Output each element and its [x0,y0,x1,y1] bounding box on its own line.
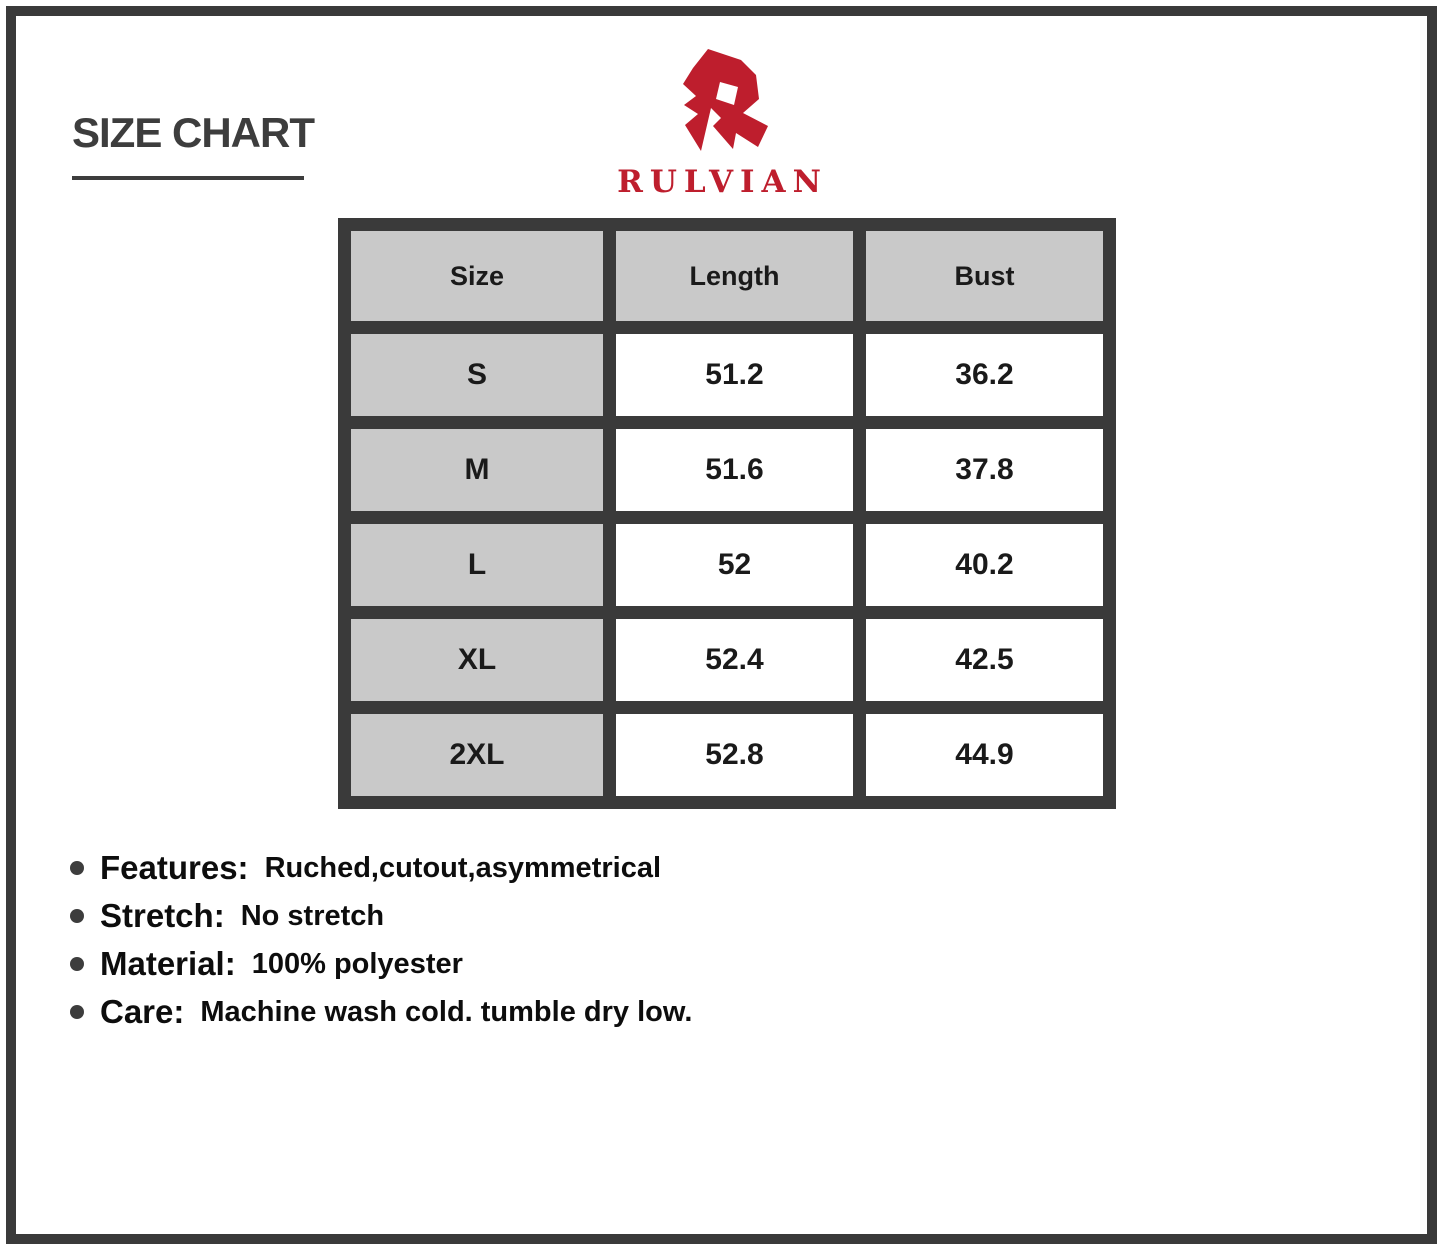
page-title: SIZE CHART [72,109,314,156]
table-row-m-length: 51.6 [616,429,853,511]
detail-label: Material: [100,945,236,982]
table-row-m-bust: 37.8 [866,429,1103,511]
brand-name: RULVIAN [617,164,828,200]
bullet-icon [70,1005,84,1019]
table-row-2xl-bust: 44.9 [866,714,1103,796]
table-row-l-bust: 40.2 [866,524,1103,606]
detail-label: Care: [100,993,185,1030]
table-row-m-size: M [351,429,603,511]
detail-label: Features: [100,849,249,886]
table-row-xl-length: 52.4 [616,619,853,701]
detail-features [70,844,692,892]
table-row-l-size: L [351,524,603,606]
table-row-s-length: 51.2 [616,334,853,416]
size-table [338,218,1116,809]
table-header-bust: Bust [866,231,1103,321]
bullet-icon [70,861,84,875]
detail-value: Machine wash cold. tumble dry low. [200,995,693,1028]
detail-value: No stretch [240,899,385,932]
table-row-xl-bust: 42.5 [866,619,1103,701]
table-row-2xl-size: 2XL [351,714,603,796]
detail-stretch [70,892,692,940]
bullet-icon [70,909,84,923]
product-details-list [70,844,692,1036]
table-header-length: Length [616,231,853,321]
detail-material [70,940,692,988]
table-row-s-bust: 36.2 [866,334,1103,416]
table-row-s-size: S [351,334,603,416]
table-row-2xl-length: 52.8 [616,714,853,796]
title-underline [72,176,304,180]
table-row-l-length: 52 [616,524,853,606]
detail-label: Stretch: [100,897,225,934]
bullet-icon [70,957,84,971]
detail-care [70,988,692,1036]
detail-value: Ruched,cutout,asymmetrical [264,851,662,884]
detail-value: 100% polyester [251,947,463,980]
brand-logo [593,48,853,200]
table-row-xl-size: XL [351,619,603,701]
title-block [72,110,314,180]
rulvian-logo-icon [657,48,789,162]
table-header-size: Size [351,231,603,321]
